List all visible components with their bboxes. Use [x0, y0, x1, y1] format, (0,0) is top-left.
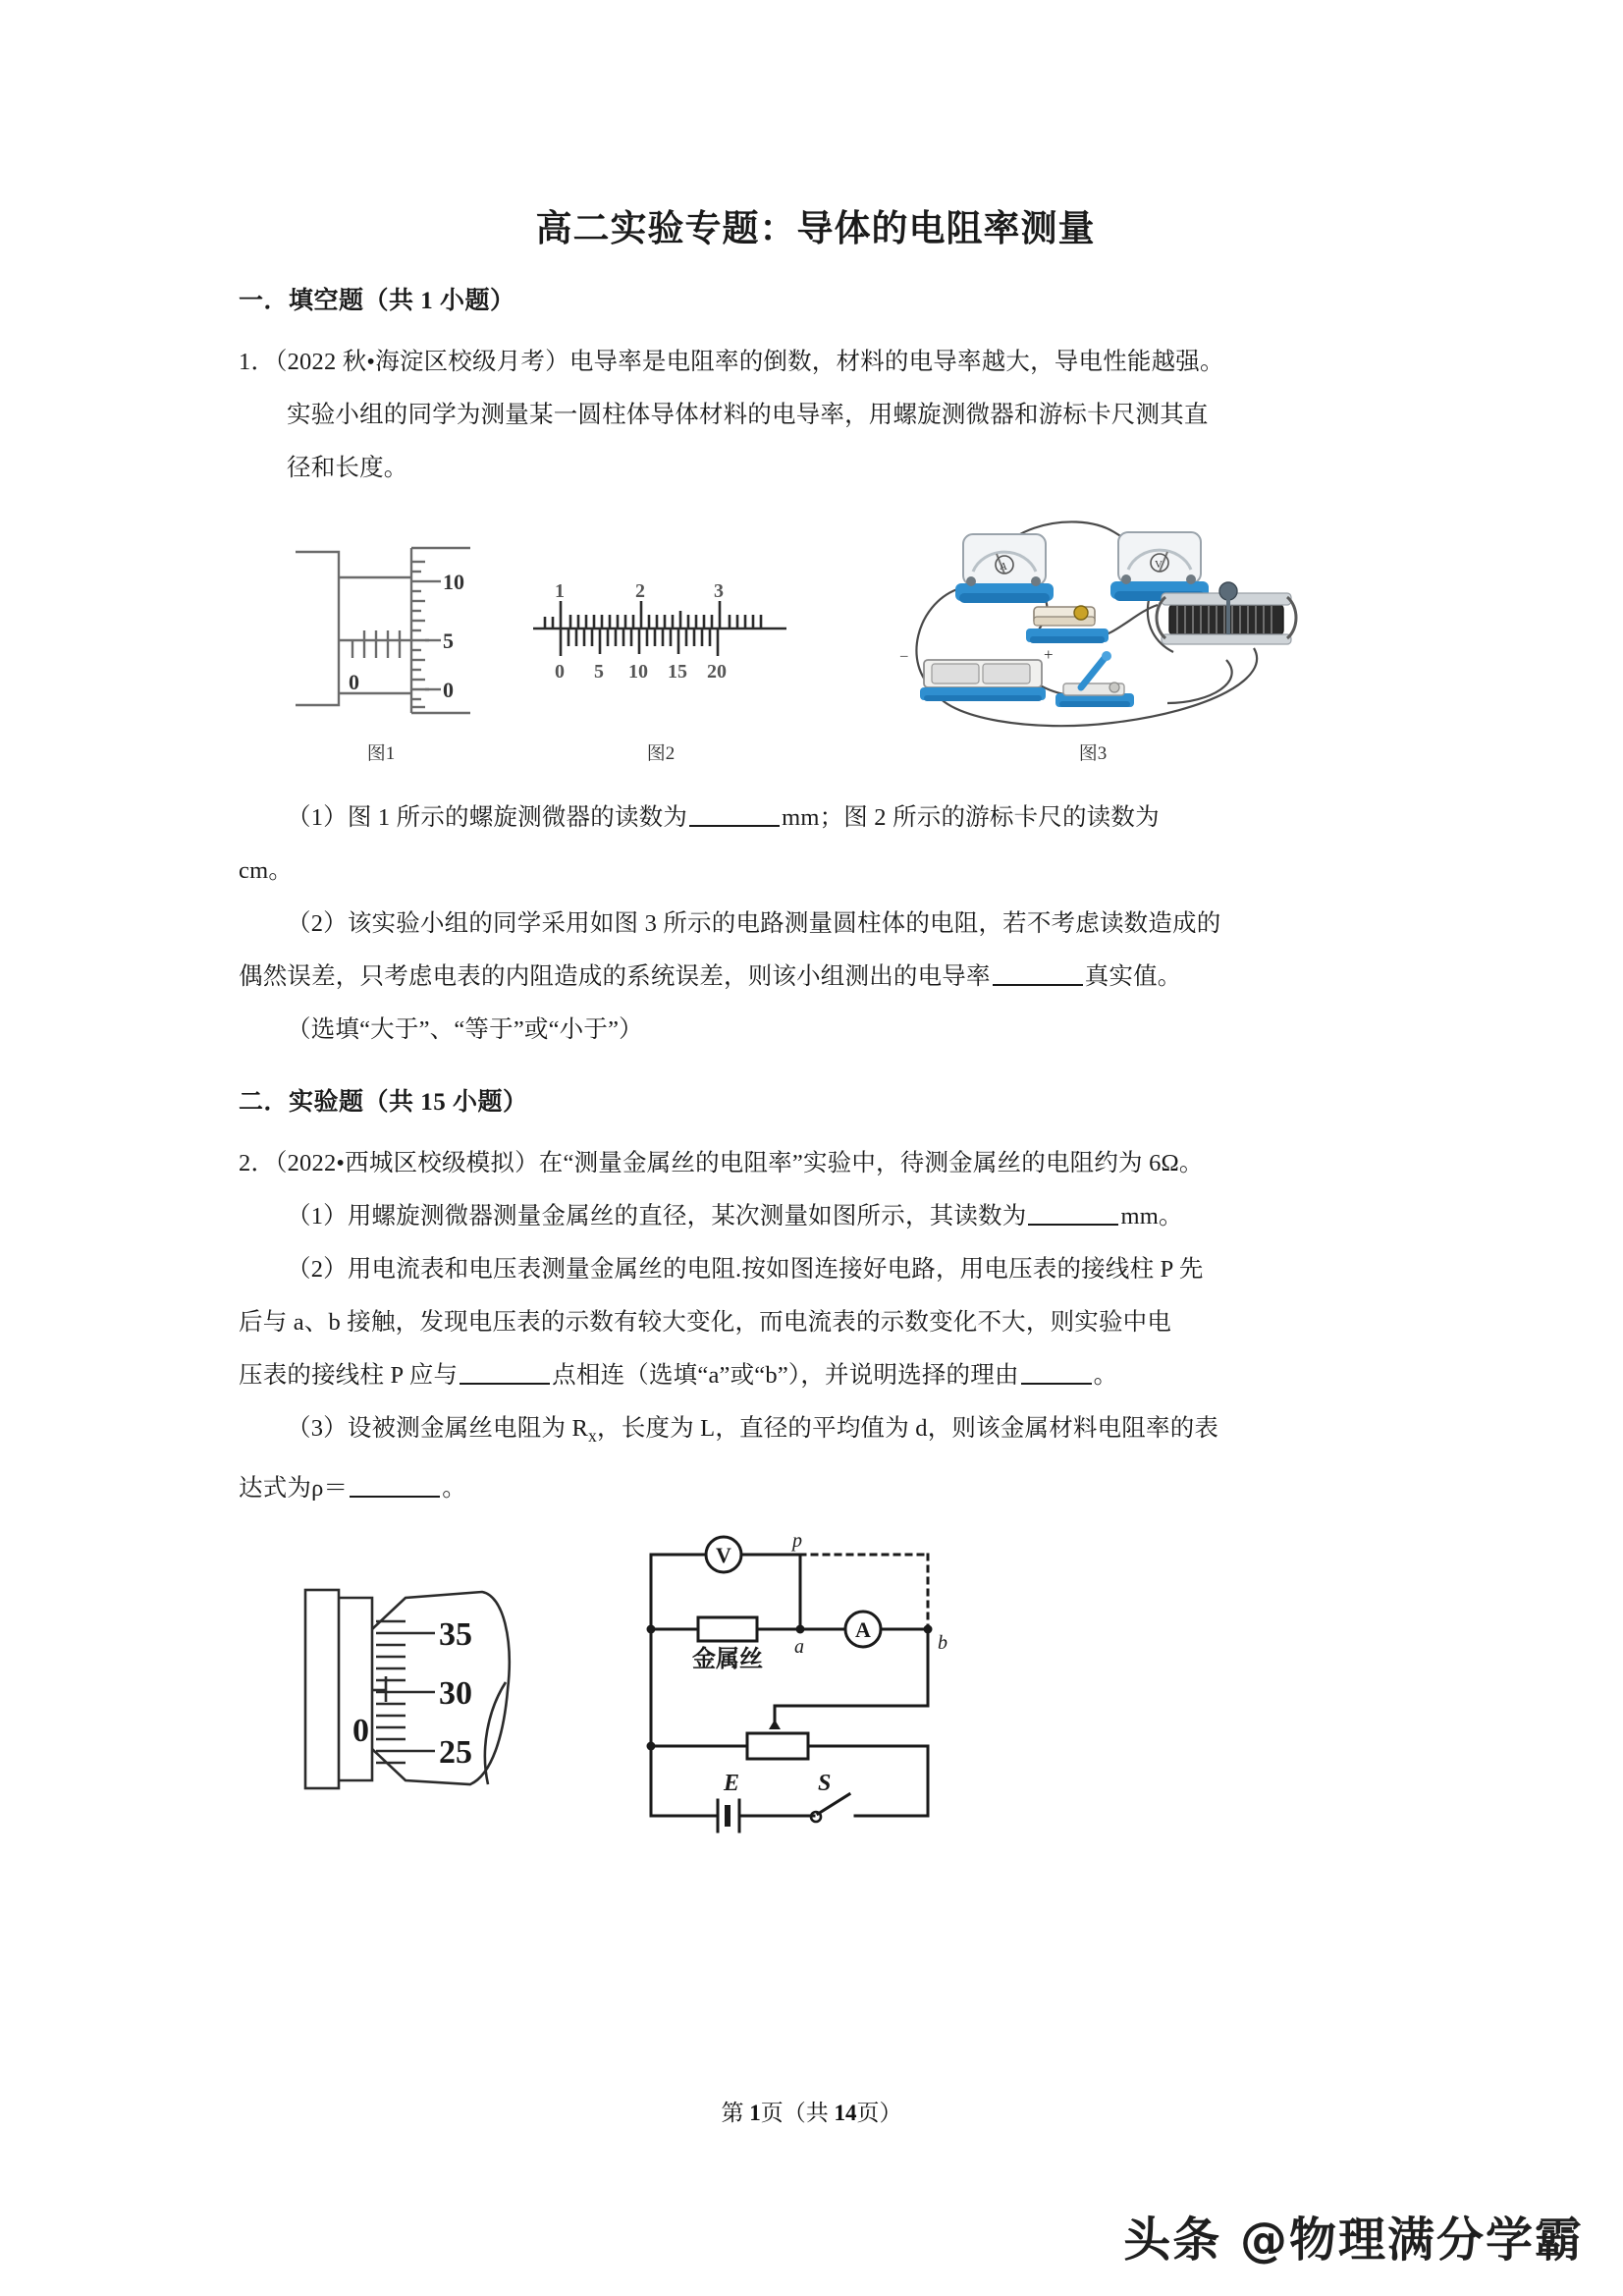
question-2-part-3-line-1 [239, 1402, 1392, 1462]
question-1-part-2-text-c: 真实值。 [1084, 963, 1182, 990]
figure-q2-thimble-label-35: 35 [439, 1615, 472, 1653]
figure-2-vernier-label-0: 0 [555, 661, 565, 683]
metal-wire-label: 金属丝 [692, 1646, 763, 1672]
question-2-part-2-text-d: 点相连（选填“a”或“b”），并说明选择的理由 [552, 1362, 1019, 1389]
battery-pack-apparatus [899, 645, 1054, 701]
answer-blank-q1-p1-micrometer[interactable] [689, 799, 780, 827]
ammeter-apparatus [955, 534, 1054, 603]
figure-q2-micrometer [296, 1553, 541, 1818]
question-1-part-2-line-1: （2）该实验小组的同学采用如图 3 所示的电路测量圆柱体的电阻，若不考虑读数造成的 [287, 910, 1221, 937]
page-content [239, 147, 1392, 1857]
question-2-part-2-line-3 [239, 1349, 1392, 1402]
section-heading-experiment: 二．实验题（共 15 小题） [239, 1089, 528, 1116]
question-1-part-2-options: （选填“大于”、“等于”或“小于”） [287, 1016, 643, 1043]
figure-q2-thimble-label-25: 25 [439, 1733, 472, 1771]
question-1-parts [239, 792, 1392, 1057]
question-1-dot: ． [250, 349, 276, 375]
question-2-number: 2 [239, 1150, 251, 1176]
battery-positive-label: + [1044, 645, 1054, 664]
question-2-part-1 [239, 1190, 1392, 1243]
question-2-part-2-text-e: 。 [1093, 1362, 1118, 1389]
question-2-part-2-line-1: （2）用电流表和电压表测量金属丝的电阻.按如图连接好电路，用电压表的接线柱 P 先 [287, 1256, 1204, 1283]
figure-1-thimble-label-10: 10 [443, 570, 464, 594]
figure-2-main-label-3: 3 [714, 580, 724, 602]
question-2-part-3-subscript: x [588, 1425, 598, 1446]
question-2-part-2-text-c: 压表的接线柱 P 应与 [239, 1362, 459, 1389]
question-2-part-3-text-a: （3）设被测金属丝电阻为 R [287, 1415, 589, 1442]
figure-2-vernier-label-20: 20 [707, 661, 727, 683]
figure-2-caption: 图2 [646, 743, 676, 764]
question-1-part-2-text-b: 偶然误差，只考虑电表的内阻造成的系统误差，则该小组测出的电导率 [239, 963, 991, 990]
svg-text:V: V [1155, 559, 1163, 571]
question-1-stem-line-2: 实验小组的同学为测量某一圆柱体导体材料的电导率，用螺旋测微器和游标卡尺测其直 [287, 402, 1209, 428]
question-1-part-1-text-b: mm；图 2 所示的游标卡尺的读数为 [782, 804, 1160, 831]
question-2-stem [239, 1137, 1392, 1190]
page-title: 高二实验专题：导体的电阻率测量 [535, 209, 1096, 249]
switch-apparatus [1055, 651, 1134, 707]
figure-3-caption: 图3 [1078, 743, 1108, 764]
answer-blank-q2-p2-reason[interactable] [1021, 1357, 1092, 1385]
answer-blank-q2-p3-formula[interactable] [350, 1470, 440, 1498]
figure-1-micrometer [288, 520, 474, 732]
question-1-part-1-text-a: （1）图 1 所示的螺旋测微器的读数为 [287, 804, 688, 831]
figure-2-vernier-label-5: 5 [594, 661, 604, 683]
battery-negative-label: – [900, 648, 908, 664]
question-1-part-1-cont: cm。 [239, 857, 294, 884]
question-2-part-1-text-a: （1）用螺旋测微器测量金属丝的直径，某次测量如图所示，其读数为 [287, 1203, 1027, 1230]
figure-2-main-label-2: 2 [635, 580, 645, 602]
specimen-resistor-apparatus [1026, 606, 1109, 643]
svg-text:A: A [1000, 561, 1007, 573]
figure-1-sleeve-label-0: 0 [349, 670, 359, 694]
node-label-a: a [794, 1635, 804, 1658]
answer-blank-q2-p2-point[interactable] [460, 1357, 550, 1385]
watermark-branding: 头条 @物理满分学霸 [1123, 2213, 1584, 2268]
answer-blank-q1-p2-comparison[interactable] [993, 958, 1083, 986]
question-2-dot: ． [250, 1150, 276, 1176]
answer-blank-q2-p1-diameter[interactable] [1028, 1198, 1118, 1226]
figure-2-main-label-1: 1 [555, 580, 565, 602]
figure-q2-sleeve-label-0: 0 [352, 1712, 369, 1749]
figure-3-circuit-apparatus [887, 511, 1299, 738]
question-2-part-3-text-b: ，长度为 L，直径的平均值为 d，则该金属材料电阻率的表 [597, 1415, 1219, 1442]
figure-2-vernier-label-10: 10 [628, 661, 648, 683]
question-2-part-3-text-c: 达式为ρ＝ [239, 1474, 349, 1502]
switch-label-S: S [818, 1770, 832, 1796]
figure-1-thimble-label-5: 5 [443, 629, 454, 653]
node-label-b: b [938, 1631, 947, 1654]
figure-q2-thimble-label-30: 30 [439, 1674, 472, 1712]
footer-prefix: 第 [721, 2101, 744, 2125]
question-1-number: 1 [239, 349, 251, 375]
question-1-stem-line-3: 径和长度。 [287, 455, 408, 481]
node-label-p: p [792, 1529, 802, 1552]
voltmeter-apparatus [1110, 532, 1209, 601]
footer-suffix: 页） [856, 2101, 902, 2125]
footer-mid: 页（共 [760, 2101, 829, 2125]
question-2-source: （2022•西城区校级模拟） [275, 1150, 539, 1176]
question-1-stem-line-1 [239, 336, 1392, 389]
figure-1-thimble-label-0: 0 [443, 678, 454, 702]
footer-page-number: 1 [749, 2101, 761, 2125]
ammeter-symbol-label: A [855, 1616, 871, 1642]
question-1-part-1 [239, 792, 1392, 845]
voltmeter-symbol-label: V [716, 1542, 731, 1567]
footer-total-pages: 14 [834, 2101, 857, 2125]
figure-2-vernier-caliper [533, 568, 788, 695]
battery-label-E: E [724, 1770, 740, 1796]
section-heading-fill-in-blank: 一．填空题（共 1 小题） [239, 288, 515, 314]
question-1 [239, 336, 1392, 495]
question-1-stem-text-1: 电导率是电阻率的倒数，材料的电导率越大，导电性能越强。 [568, 349, 1224, 375]
question-1-part-2-line-2 [239, 951, 1392, 1004]
question-2-part-3-line-2 [239, 1462, 1392, 1515]
question-2-part-2-line-2: 后与 a、b 接触，发现电压表的示数有较大变化，而电流表的示数变化不大，则实验中电 [239, 1309, 1172, 1336]
question-2-part-3-text-d: 。 [442, 1474, 466, 1502]
figure-q2-circuit-schematic [631, 1529, 1083, 1828]
question-2-figure-row [239, 1529, 1392, 1857]
figure-1-caption: 图1 [366, 743, 396, 764]
question-1-figure-row [239, 511, 1392, 786]
figure-2-vernier-label-15: 15 [668, 661, 687, 683]
page-footer [0, 2095, 1623, 2127]
question-2-stem-text: 在“测量金属丝的电阻率”实验中，待测金属丝的电阻约为 6Ω。 [538, 1150, 1204, 1176]
question-1-source: （2022 秋•海淀区校级月考） [275, 349, 569, 375]
question-2 [239, 1137, 1392, 1515]
question-2-part-1-text-b: mm。 [1120, 1203, 1183, 1230]
